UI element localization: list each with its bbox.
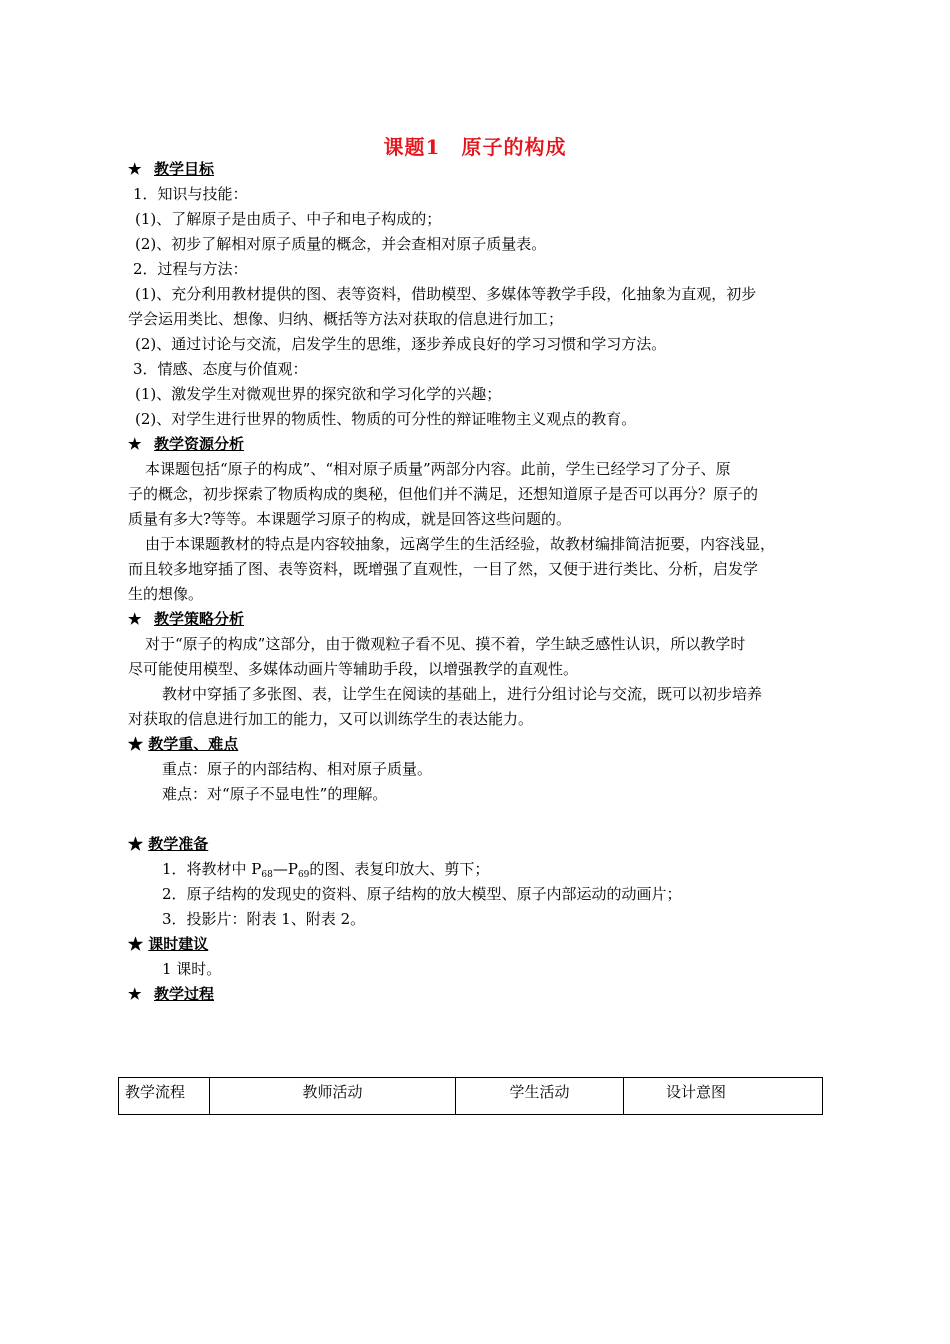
preparation-text: 的图、表复印放大、剪下； [309,860,490,878]
heading-text: 教学重、难点 [148,735,239,753]
preparation-line: 2．原子结构的发现史的资料、原子结构的放大模型、原子内部运动的动画片； [162,885,682,903]
table-header-cell: 教师活动 [210,1078,456,1115]
resources-line: 质量有多大?等等。本课题学习原子的构成，就是回答这些问题的。 [128,510,572,528]
objectives-line: (2)、初步了解相对原子质量的概念，并会查相对原子质量表。 [135,235,547,253]
preparation-line [162,858,489,886]
table-header-cell: 设计意图 [624,1078,823,1115]
star-icon: ★ [128,435,142,453]
star-icon: ★ [128,160,142,178]
keypoints-line: 难点：对“原子不显电性”的理解。 [162,785,388,803]
preparation-text: —P [272,860,298,878]
resources-line: 生的想像。 [128,585,204,603]
process-table [118,1077,823,1115]
star-icon: ★ [128,935,144,953]
heading-strategy [128,608,244,630]
objectives-line: (2)、对学生进行世界的物质性、物质的可分性的辩证唯物主义观点的教育。 [135,410,637,428]
page-subscript: 68 [261,870,273,880]
heading-keypoints [128,733,238,755]
objectives-line: 1．知识与技能： [133,185,248,203]
objectives-line: (1)、充分利用教材提供的图、表等资料，借助模型、多媒体等教学手段，化抽象为直观，初步 [135,285,757,303]
heading-text: 教学目标 [154,160,215,178]
preparation-text: 1．将教材中 P [162,860,262,878]
strategy-line: 教材中穿插了多张图、表，让学生在阅读的基础上，进行分组讨论与交流，既可以初步培养 [162,685,763,703]
page-subscript: 69 [297,870,310,880]
star-icon: ★ [128,985,142,1003]
strategy-line: 对于“原子的构成”这部分，由于微观粒子看不见、摸不着，学生缺乏感性认识，所以教学时 [145,635,746,653]
heading-text: 课时建议 [148,935,209,953]
heading-schedule [128,933,208,955]
objectives-line: (1)、了解原子是由质子、中子和电子构成的； [135,210,442,228]
table-header-cell: 教学流程 [119,1078,210,1115]
heading-text: 教学过程 [154,985,215,1003]
heading-text: 教学准备 [148,835,209,853]
objectives-line: 2．过程与方法： [133,260,248,278]
heading-objectives [128,158,214,180]
star-icon: ★ [128,735,144,753]
strategy-line: 对获取的信息进行加工的能力，又可以训练学生的表达能力。 [128,710,534,728]
objectives-line: 3．情感、态度与价值观： [133,360,308,378]
resources-line: 子的概念，初步探索了物质构成的奥秘，但他们并不满足，还想知道原子是否可以再分？原子的 [128,485,759,503]
resources-line: 而且较多地穿插了图、表等资料，既增强了直观性，一目了然，又便于进行类比、分析，启发学 [128,560,759,578]
strategy-line: 尽可能使用模型、多媒体动画片等辅助手段，以增强教学的直观性。 [128,660,579,678]
table-header-cell: 学生活动 [456,1078,624,1115]
objectives-line: (2)、通过讨论与交流，启发学生的思维，逐步养成良好的学习习惯和学习方法。 [135,335,667,353]
heading-text: 教学资源分析 [154,435,245,453]
star-icon: ★ [128,610,142,628]
objectives-line: (1)、激发学生对微观世界的探究欲和学习化学的兴趣； [135,385,502,403]
document-title: 课题1 原子的构成 [383,135,567,159]
heading-process [128,983,214,1005]
resources-line: 本课题包括“原子的构成”、“相对原子质量”两部分内容。此前，学生已经学习了分子、原 [145,460,731,478]
resources-line: 由于本课题教材的特点是内容较抽象，远离学生的生活经验，故教材编排简洁扼要，内容浅显， [145,535,776,553]
heading-text: 教学策略分析 [154,610,245,628]
objectives-line: 学会运用类比、想像、归纳、概括等方法对获取的信息进行加工； [128,310,564,328]
heading-preparation [128,833,208,855]
schedule-line: 1 课时。 [162,960,222,978]
preparation-line: 3．投影片：附表 1、附表 2。 [162,910,366,928]
table-header-row [119,1078,823,1115]
star-icon: ★ [128,835,144,853]
heading-resources [128,433,244,455]
keypoints-line: 重点：原子的内部结构、相对原子质量。 [162,760,433,778]
